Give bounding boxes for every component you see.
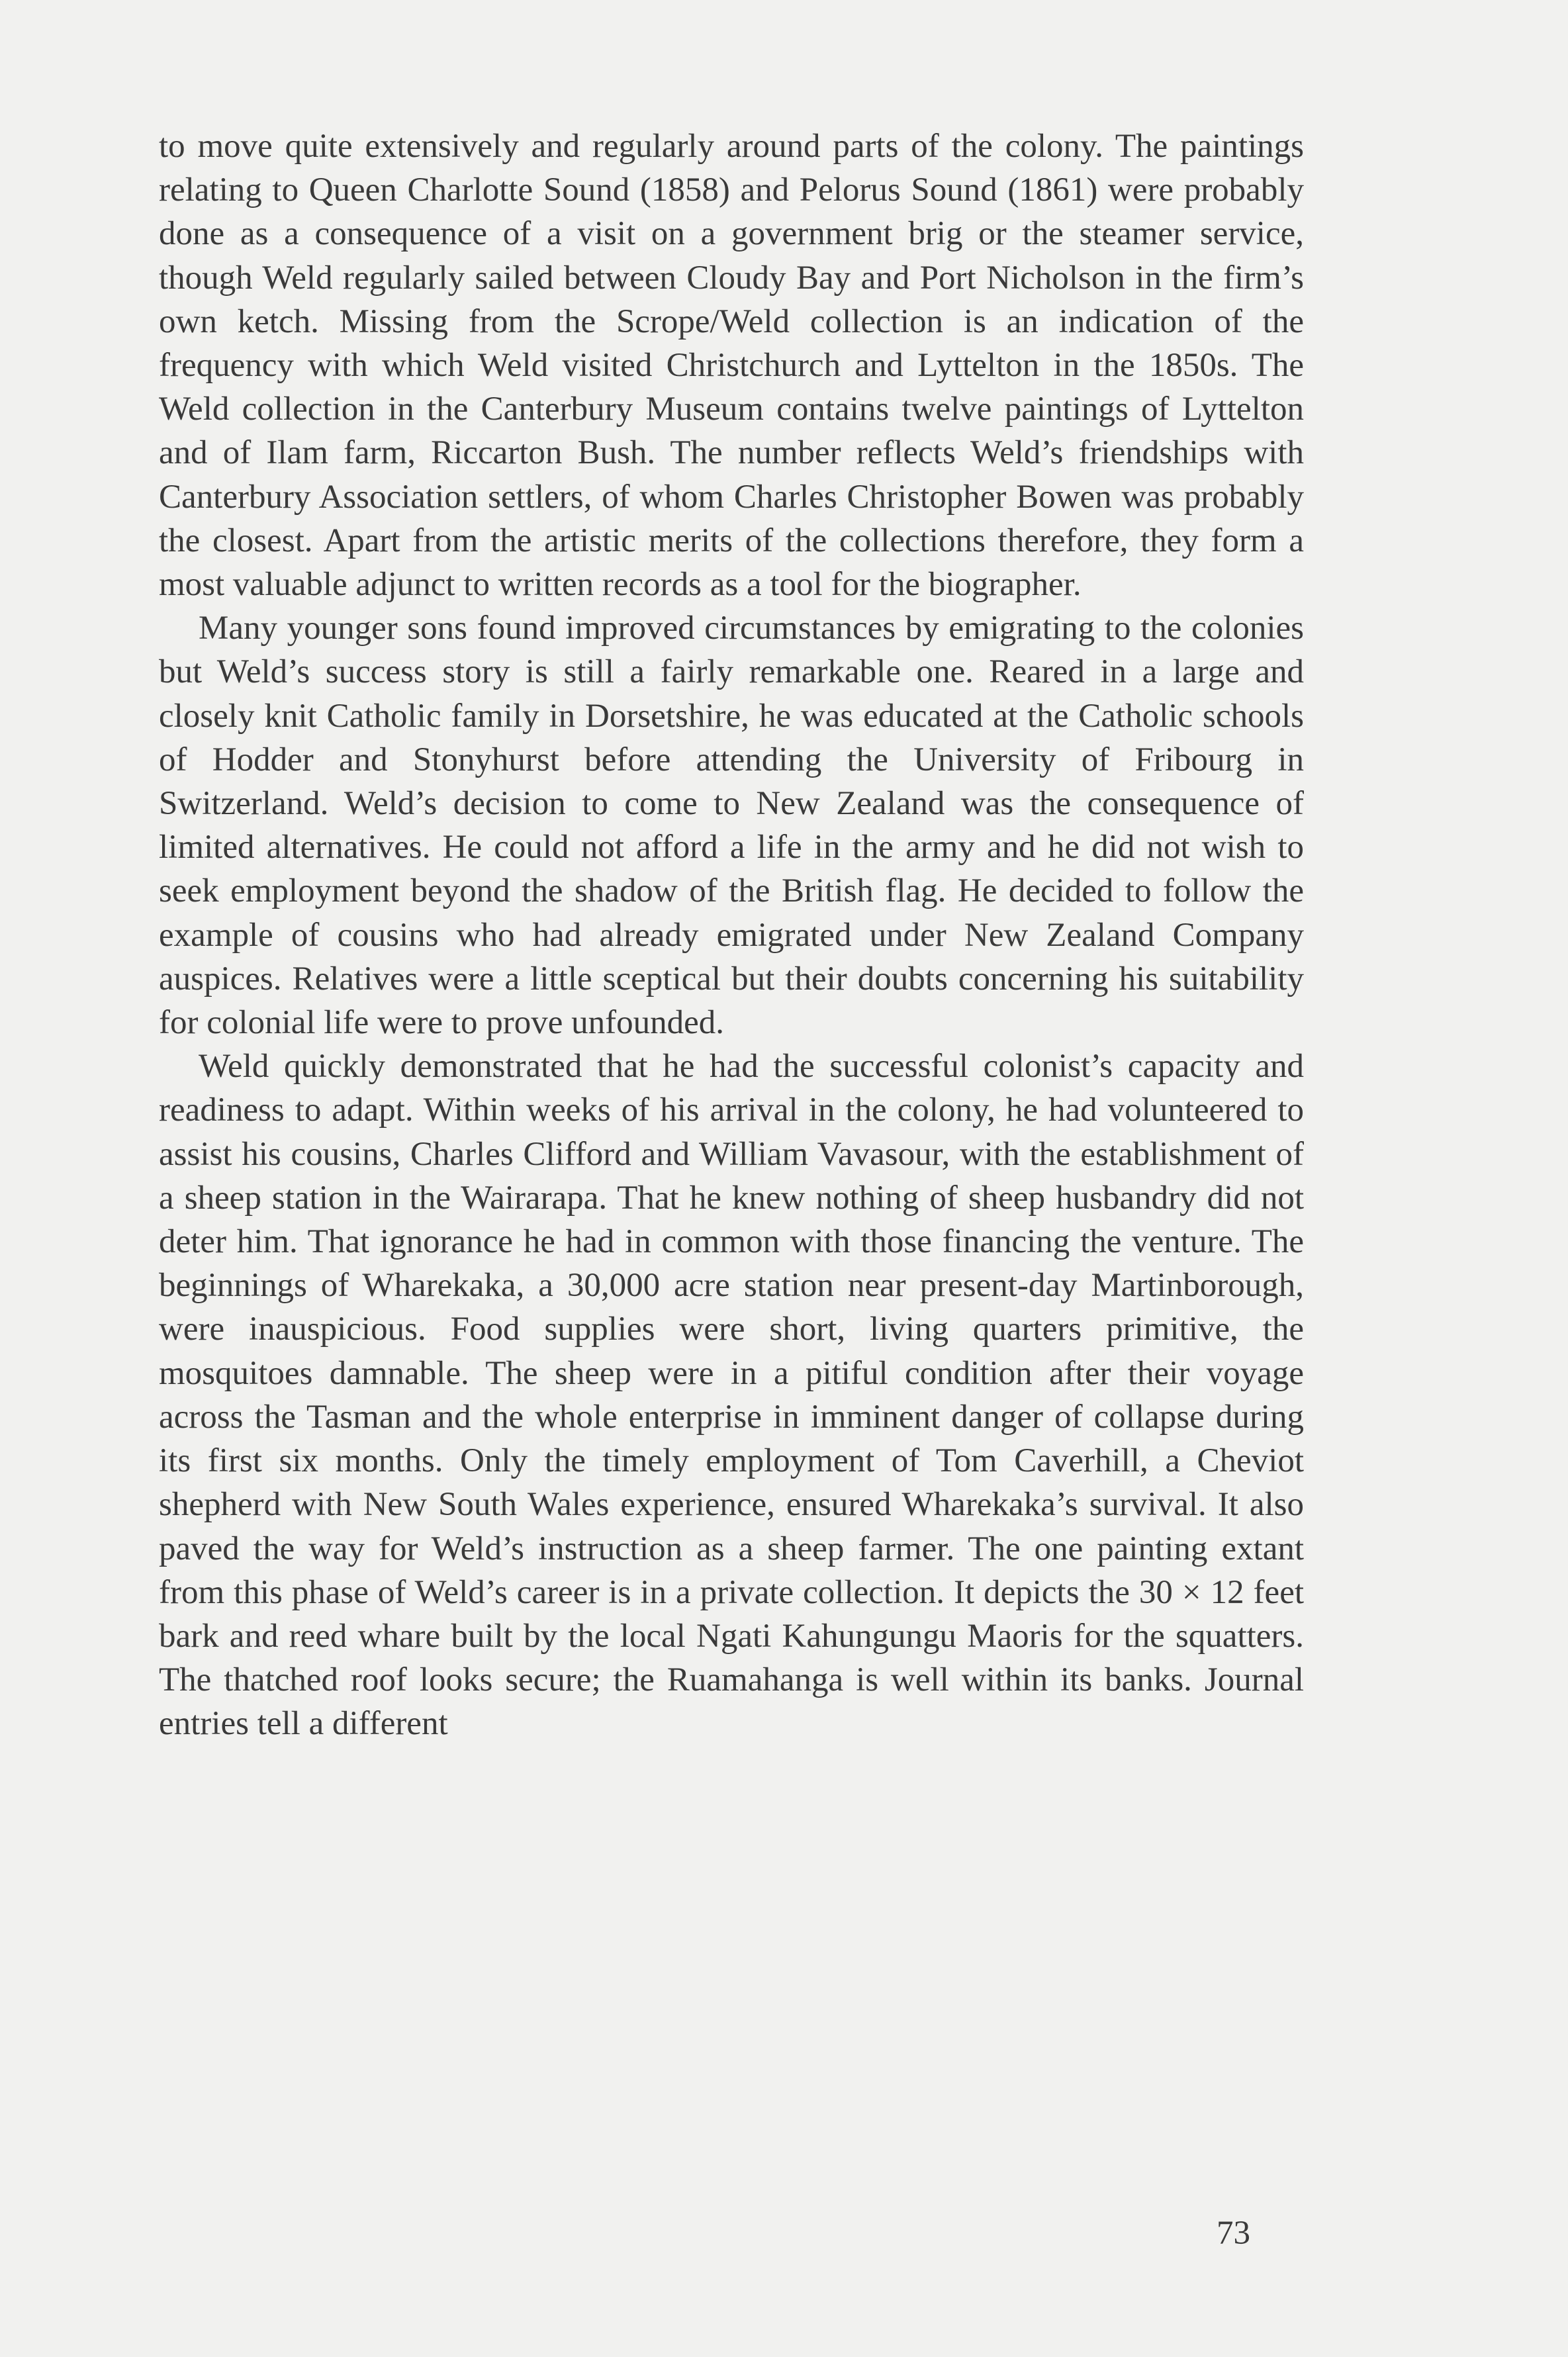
paragraph-3: Weld quickly demonstrated that he had the successful colonist’s capacity and readiness to adapt. Within weeks of his arrival in the colony, he had volunteered to assist his cousins, Charles Clifford and William Vavasour, with the establishment of a sheep station in the Wairarapa. That he knew nothing of sheep husbandry did not deter him. That ignorance he had in common with those financing the venture. The beginnings of Wharekaka, a 30,000 acre station near present-day Martinborough, were inauspicious. Food supplies were short, living quarters primitive, the mosquitoes damnable. The sheep were in a pitiful condition after their voyage across the Tasman and the whole enterprise in imminent danger of collapse during its first six months. Only the timely employment of Tom Caverhill, a Cheviot shepherd with New South Wales experience, ensured Wharekaka’s survival. It also paved the way for Weld’s instruction as a sheep farmer. The one painting extant from this phase of Weld’s career is in a private collection. It depicts the 30 × 12 feet bark and reed whare built by the local Ngati Kahungungu Maoris for the squatters. The thatched roof looks secure; the Ruamahanga is well within its banks. Journal entries tell a different: [159, 1048, 1304, 1743]
paragraph-1: to move quite extensively and regularly around parts of the colony. The paintings relating to Queen Charlotte Sound (1858) and Pelorus Sound (1861) were probably done as a consequence of a visit on a government brig or the steamer service, though Weld regularly sailed between Cloudy Bay and Port Nicholson in the firm’s own ketch. Missing from the Scrope/Weld collection is an indication of the frequency with which Weld visited Christchurch and Lyttelton in the 1850s. The Weld collection in the Canterbury Museum contains twelve paintings of Lyttelton and of Ilam farm, Riccarton Bush. The number reflects Weld’s friendships with Canterbury Association settlers, of whom Charles Christopher Bowen was probably the closest. Apart from the artistic merits of the collections therefore, they form a most valuable adjunct to written records as a tool for the biographer.: [159, 128, 1304, 604]
body-text: [159, 124, 1304, 1746]
page-number: 73: [1217, 2215, 1250, 2252]
paragraph-2: Many younger sons found improved circumstances by emigrating to the colonies but Weld’s success story is still a fairly remarkable one. Reared in a large and closely knit Catholic family in Dorsetshire, he was educated at the Catholic schools of Hodder and Stonyhurst before attending the University of Fribourg in Switzerland. Weld’s decision to come to New Zealand was the consequence of limited alternatives. He could not afford a life in the army and he did not wish to seek employment beyond the shadow of the British flag. He decided to follow the example of cousins who had already emigrated under New Zealand Company auspices. Relatives were a little sceptical but their doubts concerning his suitability for colonial life were to prove unfounded.: [159, 610, 1304, 1042]
